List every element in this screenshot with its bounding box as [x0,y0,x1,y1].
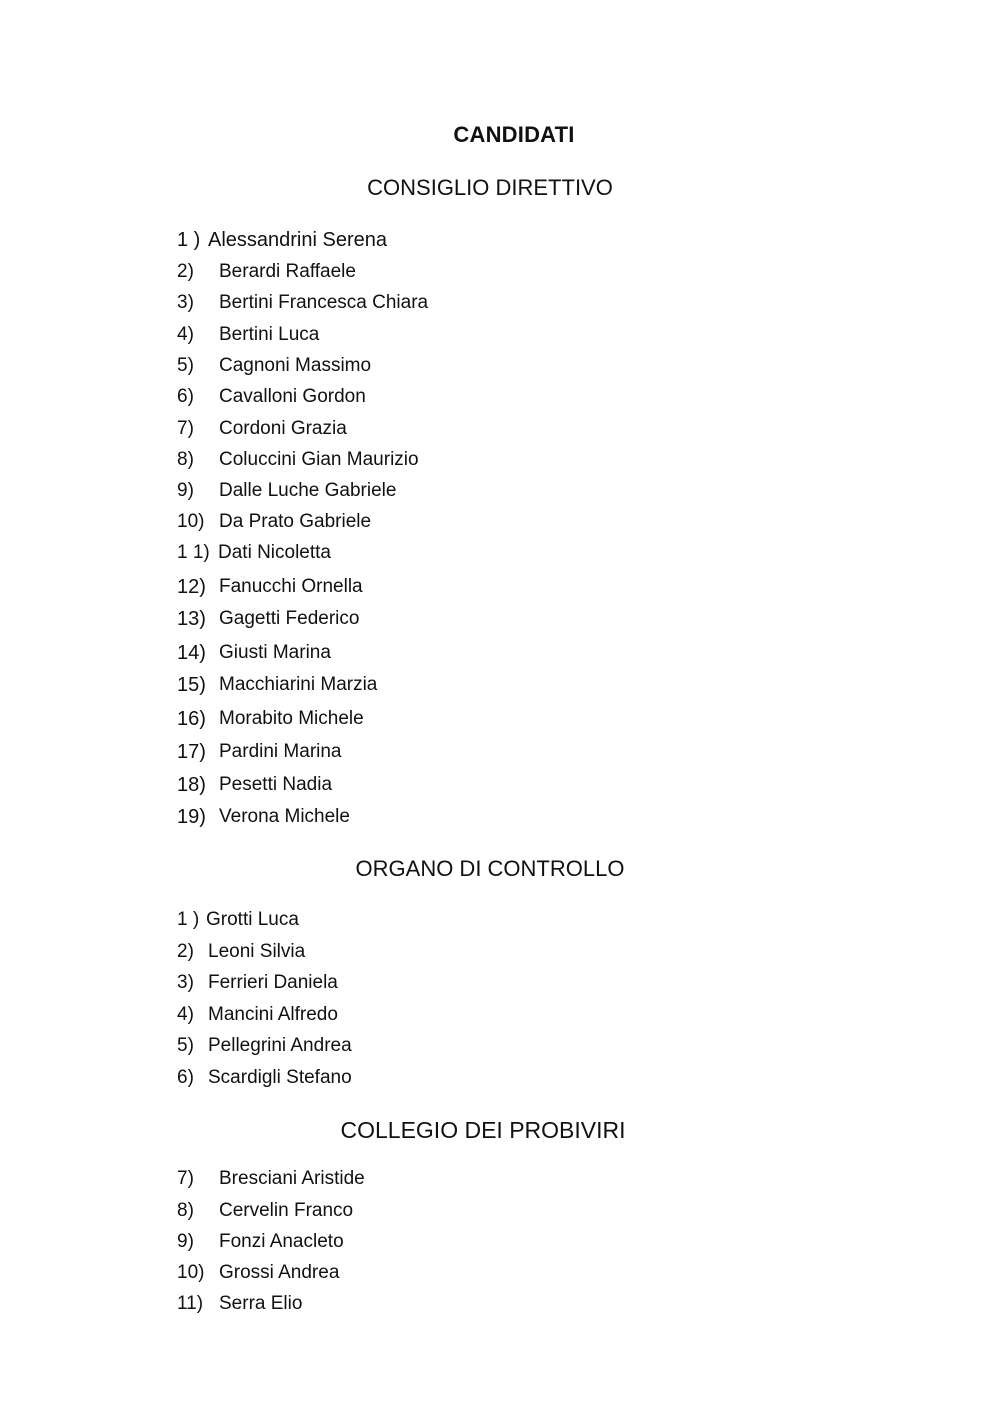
list-item: 13) Gagetti Federico [177,608,360,630]
list-item: 12) Fanucchi Ornella [177,576,363,598]
list-item: 6) Scardigli Stefano [177,1067,352,1088]
list-item: 17) Pardini Marina [177,741,342,763]
list-item: 8) Coluccini Gian Maurizio [177,449,419,470]
heading-consiglio-direttivo: CONSIGLIO DIRETTIVO [367,175,613,200]
list-item: 9) Dalle Luche Gabriele [177,480,397,501]
document-title: CANDIDATI [453,122,575,147]
heading-organo-di-controllo: ORGANO DI CONTROLLO [355,856,625,881]
list-item: 5) Pellegrini Andrea [177,1035,352,1056]
list-item: 16) Morabito Michele [177,708,364,730]
list-item: 11) Serra Elio [177,1293,303,1314]
list-item: 1 ) Alessandrini Serena [177,229,387,251]
heading-collegio-dei-probiviri: COLLEGIO DEI PROBIVIRI [340,1117,626,1143]
list-item: 2) Berardi Raffaele [177,261,356,282]
list-item: 6) Cavalloni Gordon [177,386,366,407]
list-item: 18) Pesetti Nadia [177,774,333,796]
list-item: 7) Bresciani Aristide [177,1168,365,1189]
list-item: 7) Cordoni Grazia [177,418,347,439]
list-item: 2) Leoni Silvia [177,941,306,962]
list-item: 3) Bertini Francesca Chiara [177,292,429,313]
list-item: 9) Fonzi Anacleto [177,1231,344,1252]
list-item: 4) Bertini Luca [177,324,320,345]
list-item: 1 1) Dati Nicoletta [177,542,331,563]
list-item: 10) Grossi Andrea [177,1262,340,1283]
list-item: 3) Ferrieri Daniela [177,972,338,993]
list-item: 19) Verona Michele [177,806,350,828]
list-item: 15) Macchiarini Marzia [177,674,378,696]
list-item: 10) Da Prato Gabriele [177,511,372,532]
list-item: 14) Giusti Marina [177,642,331,664]
list-item: 1 ) Grotti Luca [177,909,299,930]
list-item: 4) Mancini Alfredo [177,1004,338,1025]
list-item: 8) Cervelin Franco [177,1200,354,1221]
list-item: 5) Cagnoni Massimo [177,355,372,376]
